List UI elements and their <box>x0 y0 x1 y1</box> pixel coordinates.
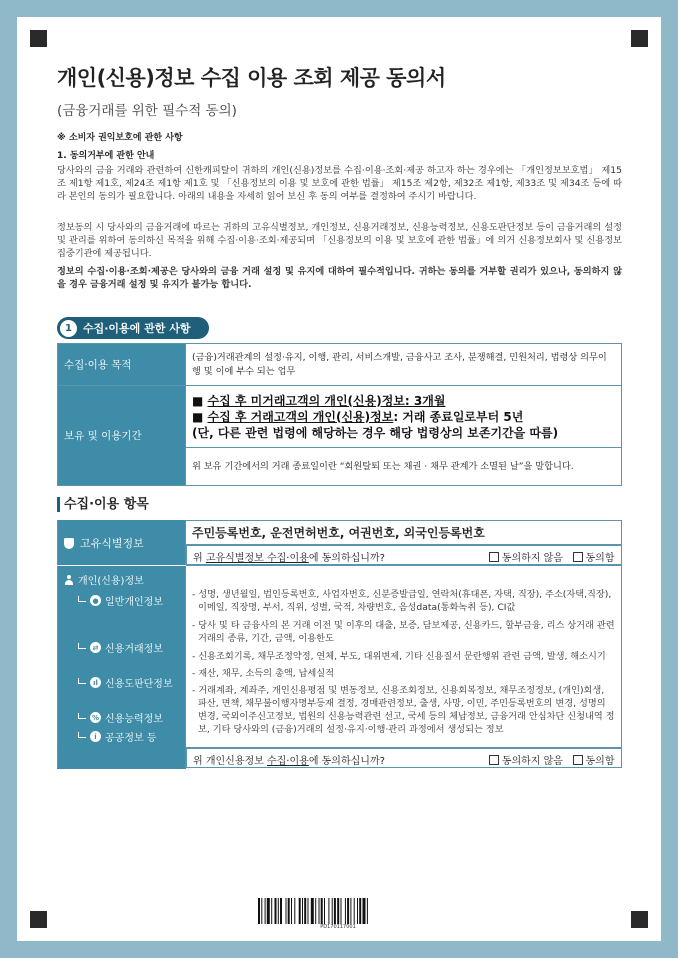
personal-decline-checkbox[interactable] <box>489 755 499 765</box>
notice-paragraph-1: 당사와의 금융 거래와 관련하여 신한캐피탈이 귀하의 개인(신용)정보를 수집·이용·조회·제공 하고자 하는 경우에는 「개인정보보호법」 제15조 제1항 제1호, 제24조 제1항 제1호 및 「신용정보의 이용 및 보호에 관한 법률」 제15조 제2항, 제32조 제1항, 제33조 및 제34조 등에 따라 본인의 동의가 필요합니다. 아래의 내용을 자세히 읽어 보신 후 동의 여부를 결정하여 주시기 바랍니다. <box>57 165 622 203</box>
unique-id-row <box>58 521 622 545</box>
purpose-text: (금융)거래관계의 설정·유지, 이행, 관리, 서비스개발, 금융사고 조사, 분쟁해결, 민원처리, 법령상 의무이행 및 이에 부수 되는 업무 <box>186 344 622 386</box>
section-number-badge: 1 <box>60 320 77 337</box>
notice-paragraph-3: 정보의 수집·이용·조회·제공은 당사와의 금융 거래 설정 및 유지에 대하여 필수적입니다. 귀하는 동의를 거부할 권리가 있으나, 동의하지 않을 경우 금융거래 설정 및 유지가 불가능 합니다. <box>57 266 622 291</box>
personal-info-label: 개인(신용)정보 <box>78 576 144 587</box>
document-title: 개인(신용)정보 수집 이용 조회 제공 동의서 <box>57 66 446 90</box>
personal-info-label-cell <box>58 566 186 748</box>
person-icon <box>64 575 74 585</box>
purpose-retention-table <box>57 343 622 486</box>
unique-id-decline-checkbox[interactable] <box>489 552 499 562</box>
document-subtitle: (금융거래를 위한 필수적 동의) <box>57 103 237 119</box>
personal-agree-label: 동의함 <box>585 756 615 767</box>
retention-note: 위 보유 기간에서의 거래 종료일이란 “회원탈퇴 또는 채권 · 채무 관계가 소멸된 날”을 말합니다. <box>186 448 622 486</box>
retention-line-3: (단, 다른 관련 법령에 해당하는 경우 해당 법령상의 보존기간을 따름) <box>192 425 559 440</box>
credit-ability-icon: % <box>91 713 99 722</box>
barcode <box>258 898 418 924</box>
personal-decline-label: 동의하지 않음 <box>501 756 563 767</box>
unique-id-agree-checkbox[interactable] <box>573 552 583 562</box>
general-info-label: 일반개인정보 <box>105 597 163 608</box>
section-2-title: 수집·이용 항목 <box>57 497 149 512</box>
registration-mark-top-right <box>631 30 648 47</box>
registration-mark-top-left <box>30 30 47 47</box>
personal-info-items <box>186 566 622 748</box>
credit-judgment-icon: ıl <box>90 677 101 688</box>
registration-mark-bottom-right <box>631 911 648 928</box>
retention-line-1: ■ 수집 후 미거래고객의 개인(신용)정보: 3개월 <box>192 393 446 408</box>
purpose-row <box>58 344 622 386</box>
notice-heading: ※ 소비자 권익보호에 관한 사항 <box>57 133 183 143</box>
public-info-icon: i <box>90 731 101 742</box>
retention-row <box>58 386 622 448</box>
unique-id-consent: 위 고유식별정보 수집·이용에 동의하십니까? 동의하지 않음 동의함 <box>186 545 622 565</box>
unique-id-agree-label: 동의함 <box>585 553 615 564</box>
personal-consent-row <box>58 748 622 769</box>
notice-paragraph-2: 정보동의 시 당사와의 금융거래에 따르는 귀하의 고유식별정보, 개인정보, 신용거래정보, 신용능력정보, 신용도판단정보 등이 금융거래의 설정 및 관리를 위하여 동의하신 목적을 위해 수집·이용·조회·제공되며 「신용정보의 이용 및 보호에 관한 법률」에 의거 신용정보회사 및 신용정보집중기관에 제공됩니다. <box>57 222 622 260</box>
credit-transaction-icon: ⇄ <box>90 642 101 653</box>
general-info-items: - 성명, 생년월일, 법인등록번호, 사업자번호, 신분증발급일, 연락처(휴대폰, 자택, 직장), 주소(자택,직장), 이메일, 직장명, 부서, 직위, 성별, 국적, 차량번호, 음성data(통화녹취 등), CI값 <box>192 589 612 613</box>
credit-judgment-label: 신용도판단정보 <box>105 679 173 690</box>
retention-label: 보유 및 이용기간 <box>58 386 186 486</box>
credit-transaction-items: - 당사 및 타 금융사의 본 거래 이전 및 이후의 대출, 보증, 담보제공, 신용카드, 할부금융, 리스 상거래 관련 거래의 종류, 기간, 금액, 이용한도 <box>192 620 615 644</box>
notice-subheading: 1. 동의거부에 관한 안내 <box>57 151 155 161</box>
public-info-items: - 거래계좌, 계좌주, 개인신용평점 및 변동정보, 신용조회정보, 신용회복정보, 채무조정정보, (개인)회생, 파산, 면책, 채무불이행자명부등재 결정, 경매관련정보, 출생, 사망, 이민, 주민등록번호의 변경, 성명의 변경, 국외이주신고정보, 법원의 신용능력관련 선고, 국세 등의 체납정보, 금융거래 안심차단 신청내역 정보, 기타 당사와의 (금융)거래의 설정·유지·이행·관리 과정에서 생성되는 정보 <box>192 685 615 735</box>
registration-mark-bottom-left <box>30 911 47 928</box>
unique-id-decline-label: 동의하지 않음 <box>501 553 563 564</box>
collection-items-table <box>57 520 622 769</box>
section-1-header <box>57 317 209 339</box>
personal-agree-checkbox[interactable] <box>573 755 583 765</box>
barcode-number: PD170117001 <box>320 924 356 930</box>
purpose-label: 수집·이용 목적 <box>58 344 186 386</box>
shield-icon <box>64 538 74 549</box>
public-info-label: 공공정보 등 <box>105 733 157 744</box>
section-1-title: 수집·이용에 관한 사항 <box>83 322 191 335</box>
credit-judgment-items: - 신용조회기록, 채무조정약정, 연체, 부도, 대위변제, 기타 신용질서 문란행위 관련 금액, 발생, 해소시기 <box>192 651 606 662</box>
credit-ability-label: 신용능력정보 <box>105 714 163 725</box>
unique-id-items: 주민등록번호, 운전면허번호, 여권번호, 외국인등록번호 <box>186 521 622 545</box>
personal-consent: 위 개인신용정보 수집·이용에 동의하십니까? 동의하지 않음 동의함 <box>186 748 622 768</box>
unique-id-label: 고유식별정보 <box>80 537 144 550</box>
general-info-icon: ● <box>90 595 101 606</box>
credit-transaction-label: 신용거래정보 <box>105 644 163 655</box>
retention-line-2: ■ 수집 후 거래고객의 개인(신용)정보: 거래 종료일로부터 5년 <box>192 409 524 424</box>
retention-detail <box>186 386 622 448</box>
unique-id-label-cell <box>58 521 186 566</box>
credit-ability-items: - 재산, 채무, 소득의 총액, 납세실적 <box>192 668 335 679</box>
personal-info-row <box>58 566 622 748</box>
